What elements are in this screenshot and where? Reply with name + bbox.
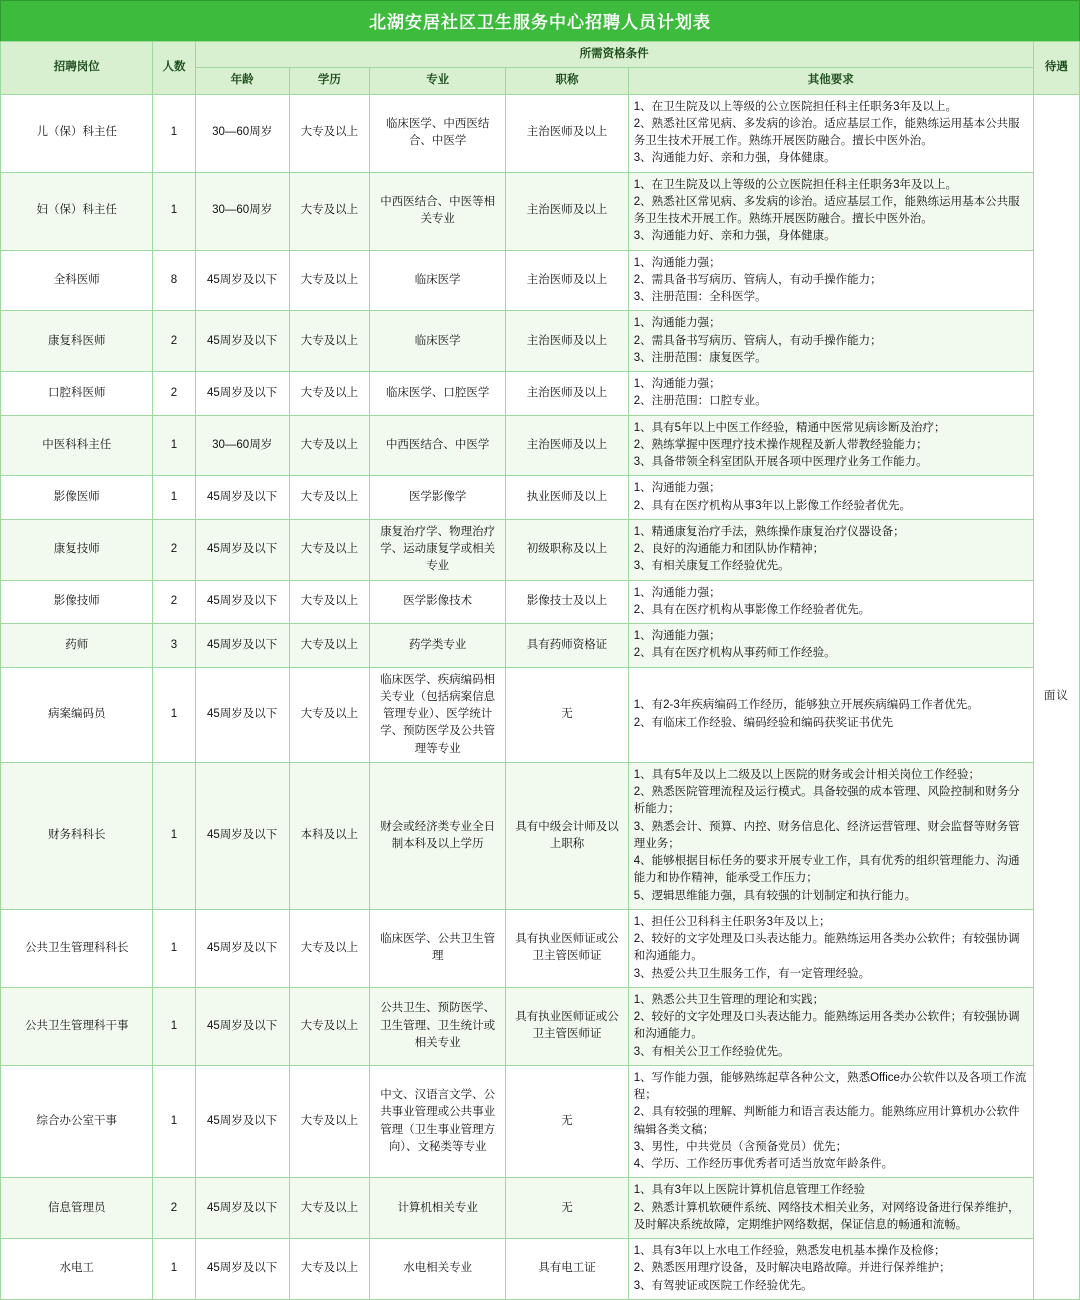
cell-education: 大专及以上: [289, 250, 369, 311]
requirement-line: 1、具有5年及以上二级及以上医院的财务或会计相关岗位工作经验；: [633, 768, 980, 781]
cell-count: 2: [153, 580, 195, 624]
cell-other-requirements: [628, 580, 1033, 624]
cell-job-title: 主治医师及以上: [506, 415, 628, 476]
cell-education: 大专及以上: [289, 172, 369, 250]
cell-education: 大专及以上: [289, 667, 369, 762]
cell-major: 水电相关专业: [370, 1239, 506, 1300]
requirement-line: 2、熟悉医用理疗设备，及时解决电路故障。并进行保养维护；: [633, 1262, 951, 1275]
cell-age: 45周岁及以下: [195, 580, 289, 624]
requirement-line: 5、逻辑思维能力强，具有较强的计划制定和执行能力。: [633, 889, 917, 902]
cell-other-requirements: [628, 250, 1033, 311]
cell-education: 大专及以上: [289, 94, 369, 172]
requirement-line: 2、具有较强的理解、判断能力和语言表达能力。能熟练应用计算机办公软件编辑各类文稿；: [633, 1106, 1020, 1136]
requirement-line: 2、需具备书写病历、管病人，有动手操作能力；: [633, 334, 882, 347]
cell-count: 1: [153, 1065, 195, 1178]
requirement-line: 1、沟通能力强；: [633, 317, 721, 330]
cell-count: 2: [153, 519, 195, 580]
requirement-line: 1、在卫生院及以上等级的公立医院担任科主任职务3年及以上。: [633, 100, 957, 113]
cell-post: 康复科医师: [1, 311, 153, 372]
cell-job-title: 主治医师及以上: [506, 94, 628, 172]
cell-post: 财务科科长: [1, 762, 153, 909]
requirement-line: 4、能够根据目标任务的要求开展专业工作，具有优秀的组织管理能力、沟通能力和协作精神，能承受工作压力；: [633, 855, 1020, 885]
requirement-line: 3、有驾驶证或医院工作经验优先。: [633, 1279, 813, 1292]
cell-age: 45周岁及以下: [195, 250, 289, 311]
cell-count: 1: [153, 415, 195, 476]
cell-major: 财会或经济类专业全日制本科及以上学历: [370, 762, 506, 909]
cell-pay: 面议: [1033, 94, 1079, 1299]
cell-other-requirements: [628, 987, 1033, 1065]
recruitment-table: [0, 41, 1080, 1300]
cell-job-title: 影像技士及以上: [506, 580, 628, 624]
requirement-line: 2、熟悉计算机软硬件系统、网络技术相关业务，对网络设备进行保养维护，及时解决系统故障，定期维护网络数据，保证信息的畅通和流畅。: [633, 1201, 1020, 1231]
requirement-line: 1、担任公卫科科主任职务3年及以上；: [633, 915, 831, 928]
cell-age: 45周岁及以下: [195, 519, 289, 580]
requirement-line: 4、学历、工作经历事优秀者可适当放宽年龄条件。: [633, 1158, 894, 1170]
table-row: [1, 1065, 1080, 1178]
requirement-line: 1、在卫生院及以上等级的公立医院担任科主任职务3年及以上。: [633, 178, 957, 191]
cell-education: 本科及以上: [289, 762, 369, 909]
cell-education: 大专及以上: [289, 1178, 369, 1239]
cell-age: 45周岁及以下: [195, 667, 289, 762]
cell-job-title: 初级职称及以上: [506, 519, 628, 580]
header-other: 其他要求: [628, 68, 1033, 94]
cell-major: 临床医学、中西医结合、中医学: [370, 94, 506, 172]
table-row: [1, 476, 1080, 520]
cell-other-requirements: [628, 762, 1033, 909]
cell-post: 信息管理员: [1, 1178, 153, 1239]
cell-post: 康复技师: [1, 519, 153, 580]
cell-age: 45周岁及以下: [195, 762, 289, 909]
requirement-line: 1、具有3年以上医院计算机信息管理工作经验: [633, 1184, 865, 1197]
cell-count: 1: [153, 987, 195, 1065]
requirement-line: 3、沟通能力好、亲和力强，身体健康。: [633, 152, 836, 165]
cell-post: 中医科科主任: [1, 415, 153, 476]
header-major: 专业: [370, 68, 506, 94]
cell-major: 临床医学: [370, 250, 506, 311]
requirement-line: 2、较好的文字处理及口头表达能力。能熟练运用各类办公软件；有较强协调和沟通能力。: [633, 933, 1020, 963]
cell-major: 医学影像学: [370, 476, 506, 520]
cell-education: 大专及以上: [289, 311, 369, 372]
header-pay: 待遇: [1033, 42, 1079, 95]
cell-post: 影像技师: [1, 580, 153, 624]
cell-age: 45周岁及以下: [195, 311, 289, 372]
cell-major: 临床医学: [370, 311, 506, 372]
table-row: [1, 415, 1080, 476]
requirement-line: 2、具有在医疗机构从事影像工作经验者优先。: [633, 603, 871, 616]
requirement-line: 3、沟通能力好、亲和力强，身体健康。: [633, 230, 836, 243]
cell-other-requirements: [628, 1065, 1033, 1178]
cell-education: 大专及以上: [289, 372, 369, 416]
cell-job-title: 主治医师及以上: [506, 372, 628, 416]
cell-education: 大专及以上: [289, 580, 369, 624]
requirement-line: 3、注册范围：全科医学。: [633, 291, 767, 303]
cell-job-title: 主治医师及以上: [506, 311, 628, 372]
cell-job-title: 主治医师及以上: [506, 172, 628, 250]
cell-age: 45周岁及以下: [195, 372, 289, 416]
cell-post: 病案编码员: [1, 667, 153, 762]
cell-other-requirements: [628, 94, 1033, 172]
cell-education: 大专及以上: [289, 909, 369, 987]
table-row: [1, 372, 1080, 416]
requirement-line: 3、男性，中共党员（含预备党员）优先；: [633, 1140, 848, 1153]
cell-other-requirements: [628, 415, 1033, 476]
table-row: [1, 311, 1080, 372]
cell-job-title: 无: [506, 667, 628, 762]
table-row: [1, 519, 1080, 580]
requirement-line: 1、沟通能力强；: [633, 256, 721, 269]
requirement-line: 1、具有5年以上中医工作经验，精通中医常见病诊断及治疗；: [633, 421, 946, 434]
cell-count: 2: [153, 372, 195, 416]
requirement-line: 2、注册范围：口腔专业。: [633, 395, 767, 408]
cell-count: 1: [153, 667, 195, 762]
table-row: [1, 94, 1080, 172]
cell-education: 大专及以上: [289, 519, 369, 580]
cell-education: 大专及以上: [289, 1239, 369, 1300]
requirement-line: 3、注册范围：康复医学。: [633, 351, 767, 364]
cell-age: 30—60周岁: [195, 415, 289, 476]
requirement-line: 2、熟悉社区常见病、多发病的诊治。适应基层工作，能熟练运用基本公共服务卫生技术开展工作。熟练开展医防融合。擅长中医外治。: [633, 195, 1020, 225]
header-qualification-group: 所需资格条件: [195, 42, 1033, 68]
cell-post: 儿（保）科主任: [1, 94, 153, 172]
cell-major: 临床医学、口腔医学: [370, 372, 506, 416]
cell-major: 康复治疗学、物理治疗学、运动康复学或相关专业: [370, 519, 506, 580]
cell-other-requirements: [628, 476, 1033, 520]
cell-education: 大专及以上: [289, 1065, 369, 1178]
requirement-line: 2、良好的沟通能力和团队协作精神；: [633, 543, 825, 555]
requirement-line: 2、需具备书写病历、管病人，有动手操作能力；: [633, 273, 882, 286]
requirement-line: 3、有相关公卫工作经验优先。: [633, 1045, 790, 1058]
cell-other-requirements: [628, 1178, 1033, 1239]
cell-other-requirements: [628, 667, 1033, 762]
cell-major: 中文、汉语言文学、公共事业管理或公共事业管理（卫生事业管理方向）、文秘类等专业: [370, 1065, 506, 1178]
cell-job-title: 具有执业医师证或公卫主管医师证: [506, 909, 628, 987]
table-row: [1, 909, 1080, 987]
requirement-line: 1、沟通能力强；: [633, 482, 721, 495]
cell-education: 大专及以上: [289, 624, 369, 668]
cell-job-title: 执业医师及以上: [506, 476, 628, 520]
cell-age: 45周岁及以下: [195, 987, 289, 1065]
requirement-line: 2、有临床工作经验、编码经验和编码获奖证书优先: [633, 716, 894, 729]
cell-count: 2: [153, 1178, 195, 1239]
requirement-line: 1、有2-3年疾病编码工作经历，能够独立开展疾病编码工作者优先。: [633, 699, 979, 712]
requirement-line: 2、具有在医疗机构从事3年以上影像工作经验者优先。: [633, 499, 911, 512]
cell-job-title: 具有电工证: [506, 1239, 628, 1300]
cell-other-requirements: [628, 311, 1033, 372]
cell-major: 计算机相关专业: [370, 1178, 506, 1239]
cell-job-title: 无: [506, 1178, 628, 1239]
cell-post: 公共卫生管理科干事: [1, 987, 153, 1065]
page-title: 北湖安居社区卫生服务中心招聘人员计划表: [0, 0, 1080, 41]
cell-age: 45周岁及以下: [195, 476, 289, 520]
cell-other-requirements: [628, 909, 1033, 987]
requirement-line: 1、沟通能力强；: [633, 378, 721, 390]
requirement-line: 1、写作能力强，能够熟练起草各种公文，熟悉Office办公软件以及各项工作流程；: [633, 1071, 1027, 1101]
cell-other-requirements: [628, 1239, 1033, 1300]
cell-education: 大专及以上: [289, 987, 369, 1065]
cell-major: 医学影像技术: [370, 580, 506, 624]
cell-post: 影像医师: [1, 476, 153, 520]
table-header-row: [1, 42, 1080, 68]
table-row: [1, 1178, 1080, 1239]
cell-other-requirements: [628, 172, 1033, 250]
cell-job-title: 主治医师及以上: [506, 250, 628, 311]
cell-other-requirements: [628, 624, 1033, 668]
cell-major: 临床医学、疾病编码相关专业（包括病案信息管理专业）、医学统计学、预防医学及公共管理等专业: [370, 667, 506, 762]
cell-major: 中西医结合、中医学: [370, 415, 506, 476]
table-row: [1, 624, 1080, 668]
cell-other-requirements: [628, 519, 1033, 580]
table-row: [1, 250, 1080, 311]
cell-count: 1: [153, 94, 195, 172]
cell-age: 30—60周岁: [195, 172, 289, 250]
requirement-line: 1、熟悉公共卫生管理的理论和实践；: [633, 993, 825, 1006]
cell-major: 临床医学、公共卫生管理: [370, 909, 506, 987]
cell-count: 1: [153, 172, 195, 250]
cell-count: 1: [153, 476, 195, 520]
cell-age: 45周岁及以下: [195, 624, 289, 668]
cell-count: 3: [153, 624, 195, 668]
requirement-line: 1、精通康复治疗手法，熟练操作康复治疗仪器设备；: [633, 525, 905, 538]
cell-age: 30—60周岁: [195, 94, 289, 172]
cell-job-title: 具有中级会计师及以上职称: [506, 762, 628, 909]
header-education: 学历: [289, 68, 369, 94]
cell-age: 45周岁及以下: [195, 1239, 289, 1300]
cell-post: 药师: [1, 624, 153, 668]
requirement-line: 2、熟练掌握中医理疗技术操作规程及新人带教经验能力；: [633, 438, 928, 451]
cell-job-title: 无: [506, 1065, 628, 1178]
cell-count: 1: [153, 909, 195, 987]
cell-job-title: 具有执业医师证或公卫主管医师证: [506, 987, 628, 1065]
header-post: 招聘岗位: [1, 42, 153, 95]
cell-count: 2: [153, 311, 195, 372]
requirement-line: 2、熟悉社区常见病、多发病的诊治。适应基层工作，能熟练运用基本公共服务卫生技术开展工作。熟练开展医防融合。擅长中医外治。: [633, 117, 1020, 147]
cell-count: 8: [153, 250, 195, 311]
header-count: 人数: [153, 42, 195, 95]
requirement-line: 3、熟悉会计、预算、内控、财务信息化、经济运营管理、财会监督等财务管理业务；: [633, 820, 1020, 850]
header-job-title: 职称: [506, 68, 628, 94]
cell-post: 全科医师: [1, 250, 153, 311]
cell-major: 中西医结合、中医等相关专业: [370, 172, 506, 250]
cell-post: 水电工: [1, 1239, 153, 1300]
cell-count: 1: [153, 762, 195, 909]
requirement-line: 3、热爱公共卫生服务工作，有一定管理经验。: [633, 967, 871, 980]
cell-major: 药学类专业: [370, 624, 506, 668]
cell-count: 1: [153, 1239, 195, 1300]
cell-age: 45周岁及以下: [195, 1178, 289, 1239]
table-row: [1, 172, 1080, 250]
header-age: 年龄: [195, 68, 289, 94]
cell-job-title: 具有药师资格证: [506, 624, 628, 668]
table-row: [1, 762, 1080, 909]
table-row: [1, 1239, 1080, 1300]
cell-other-requirements: [628, 372, 1033, 416]
table-row: [1, 580, 1080, 624]
cell-age: 45周岁及以下: [195, 1065, 289, 1178]
cell-major: 公共卫生、预防医学、卫生管理、卫生统计或相关专业: [370, 987, 506, 1065]
requirement-line: 2、熟悉医院管理流程及运行模式。具备较强的成本管理、风险控制和财务分析能力；: [633, 786, 1020, 816]
cell-education: 大专及以上: [289, 476, 369, 520]
table-row: [1, 987, 1080, 1065]
cell-post: 口腔科医师: [1, 372, 153, 416]
requirement-line: 3、具备带领全科室团队开展各项中医理疗业务工作能力。: [633, 456, 928, 468]
requirement-line: 1、沟通能力强；: [633, 630, 721, 642]
cell-education: 大专及以上: [289, 415, 369, 476]
cell-post: 综合办公室干事: [1, 1065, 153, 1178]
requirement-line: 1、沟通能力强；: [633, 586, 721, 599]
requirement-line: 1、具有3年以上水电工作经验，熟悉发电机基本操作及检修；: [633, 1245, 946, 1257]
requirement-line: 2、较好的文字处理及口头表达能力。能熟练运用各类办公软件；有较强协调和沟通能力。: [633, 1011, 1020, 1041]
table-row: [1, 667, 1080, 762]
cell-age: 45周岁及以下: [195, 909, 289, 987]
cell-post: 妇（保）科主任: [1, 172, 153, 250]
cell-post: 公共卫生管理科科长: [1, 909, 153, 987]
requirement-line: 3、有相关康复工作经验优先。: [633, 560, 790, 573]
requirement-line: 2、具有在医疗机构从事药师工作经验。: [633, 647, 836, 660]
